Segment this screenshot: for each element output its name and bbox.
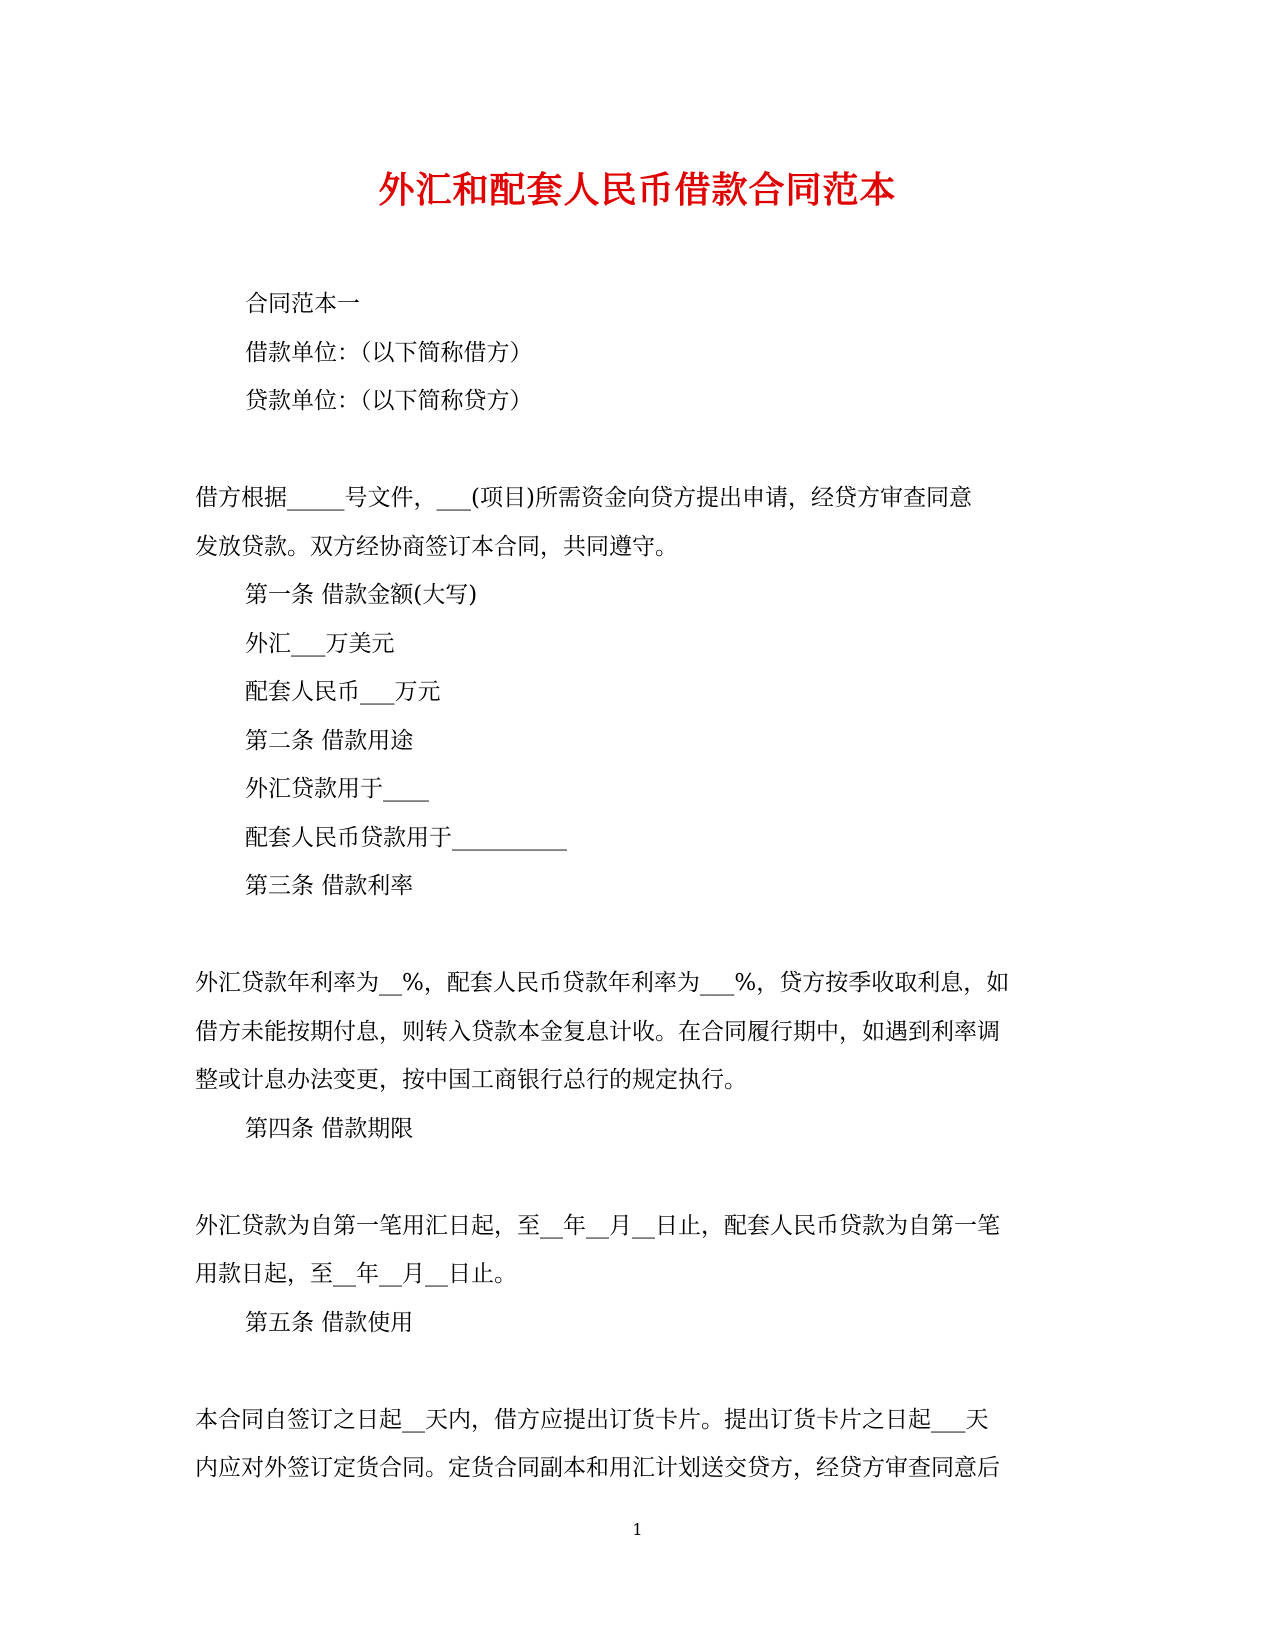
page-number: 1 bbox=[632, 1520, 643, 1539]
indented-line: 第二条 借款用途 bbox=[245, 727, 414, 754]
indented-line: 第四条 借款期限 bbox=[245, 1115, 414, 1142]
paragraph-spacer bbox=[195, 911, 1075, 960]
body-line: 本合同自签订之日起__天内，借方应提出订货卡片。提出订货卡片之日起___天 bbox=[195, 1406, 989, 1433]
paragraph-spacer bbox=[195, 1153, 1075, 1202]
paragraph-spacer bbox=[195, 426, 1075, 475]
document-title: 外汇和配套人民币借款合同范本 bbox=[378, 169, 897, 211]
indented-line: 借款单位：（以下简称借方） bbox=[245, 339, 533, 366]
indented-line: 第一条 借款金额(大写) bbox=[245, 582, 478, 608]
indented-line: 合同范本一 bbox=[245, 291, 360, 317]
indented-line: 配套人民币贷款用于__________ bbox=[245, 824, 567, 851]
body-line: 内应对外签订定货合同。定货合同副本和用汇计划送交贷方，经贷方审查同意后 bbox=[195, 1455, 1000, 1481]
body-line: 借方根据_____号文件，___(项目)所需资金向贷方提出申请，经贷方审查同意 bbox=[195, 485, 972, 511]
body-line: 发放贷款。双方经协商签订本合同，共同遵守。 bbox=[195, 533, 678, 560]
paragraph-spacer bbox=[195, 1347, 1075, 1396]
indented-line: 第三条 借款利率 bbox=[245, 873, 414, 899]
body-line: 外汇贷款为自第一笔用汇日起，至__年__月__日止，配套人民币贷款为自第一笔 bbox=[195, 1212, 1000, 1239]
indented-line: 贷款单位：（以下简称贷方） bbox=[245, 388, 533, 414]
indented-line: 配套人民币___万元 bbox=[245, 679, 441, 705]
body-line: 外汇贷款年利率为__%，配套人民币贷款年利率为___%，贷方按季收取利息，如 bbox=[195, 970, 1010, 996]
indented-line: 第五条 借款使用 bbox=[245, 1309, 414, 1336]
body-line: 用款日起，至__年__月__日止。 bbox=[195, 1261, 517, 1287]
indented-line: 外汇贷款用于____ bbox=[245, 776, 429, 802]
contract-body bbox=[195, 280, 1075, 1493]
body-line: 整或计息办法变更，按中国工商银行总行的规定执行。 bbox=[195, 1067, 747, 1093]
indented-line: 外汇___万美元 bbox=[245, 630, 395, 657]
body-line: 借方未能按期付息，则转入贷款本金复息计收。在合同履行期中，如遇到利率调 bbox=[195, 1018, 1000, 1045]
